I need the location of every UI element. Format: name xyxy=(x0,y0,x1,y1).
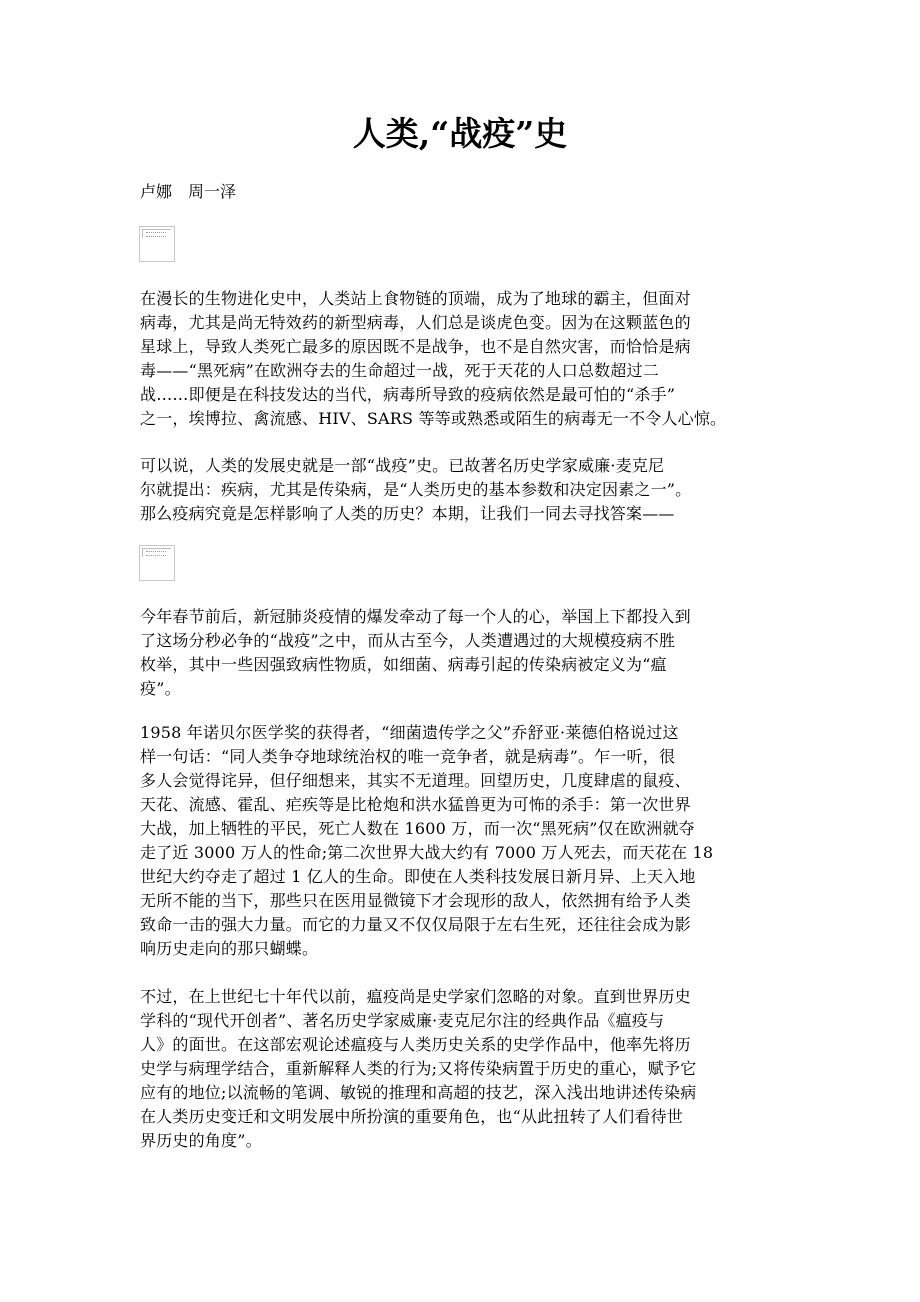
paragraph-line: 今年春节前后，新冠肺炎疫情的爆发牵动了每一个人的心，举国上下都投入到 xyxy=(140,607,691,626)
paragraph-line: 尔就提出：疾病，尤其是传染病，是“人类历史的基本参数和决定因素之一”。 xyxy=(140,480,692,499)
paragraph-lederberg xyxy=(140,721,800,961)
paragraph-line: 样一句话：“同人类争夺地球统治权的唯一竞争者，就是病毒”。乍一听，很 xyxy=(140,747,676,766)
paragraph-mcneill xyxy=(140,985,800,1153)
paragraph-line: 应有的地位;以流畅的笔调、敏锐的推理和高超的技艺，深入浅出地讲述传染病 xyxy=(140,1083,697,1102)
paragraph-line: 天花、流感、霍乱、疟疾等是比枪炮和洪水猛兽更为可怖的杀手：第一次世界 xyxy=(140,795,691,814)
image-thumbnail-icon xyxy=(142,229,171,238)
paragraph-line: 响历史走向的那只蝴蝶。 xyxy=(140,939,319,958)
paragraph-line: 世纪大约夺走了超过 1 亿人的生命。即使在人类科技发展日新月异、上天入地 xyxy=(140,867,696,886)
paragraph-line: 了这场分秒必争的“战疫”之中，而从古至今，人类遭遇过的大规模疫病不胜 xyxy=(140,631,676,650)
article-title: 人类,“战疫”史 xyxy=(352,114,568,153)
paragraph-line: 史学与病理学结合，重新解释人类的行为;又将传染病置于历史的重心，赋予它 xyxy=(140,1059,697,1078)
paragraph-line: 走了近 3000 万人的性命;第二次世界大战大约有 7000 万人死去，而天花在 18 xyxy=(140,843,714,862)
paragraph-line: 人》的面世。在这部宏观论述瘟疫与人类历史关系的史学作品中，他率先将历 xyxy=(140,1035,691,1054)
paragraph-line: 无所不能的当下，那些只在医用显微镜下才会现形的敌人，依然拥有给予人类 xyxy=(140,891,691,910)
paragraph-line: 在漫长的生物进化史中，人类站上食物链的顶端，成为了地球的霸主，但面对 xyxy=(140,289,691,308)
paragraph-thesis xyxy=(140,454,800,526)
paragraph-line: 多人会觉得诧异，但仔细想来，其实不无道理。回望历史，几度肆虐的鼠疫、 xyxy=(140,771,691,790)
paragraph-line: 病毒，尤其是尚无特效药的新型病毒，人们总是谈虎色变。因为在这颗蓝色的 xyxy=(140,313,691,332)
article-authors: 卢娜 周一泽 xyxy=(140,182,237,201)
broken-image-icon xyxy=(139,226,175,262)
paragraph-line: 星球上，导致人类死亡最多的原因既不是战争，也不是自然灾害，而恰恰是病 xyxy=(140,337,691,356)
paragraph-covid xyxy=(140,605,800,701)
paragraph-line: 界历史的角度”。 xyxy=(140,1131,262,1150)
paragraph-line: 在人类历史变迁和文明发展中所扮演的重要角色，也“从此扭转了人们看待世 xyxy=(140,1107,683,1126)
paragraph-intro xyxy=(140,287,800,431)
paragraph-line: 可以说，人类的发展史就是一部“战疫”史。已故著名历史学家威廉·麦克尼 xyxy=(140,456,665,475)
paragraph-line: 1958 年诺贝尔医学奖的获得者，“细菌遗传学之父”乔舒亚·莱德伯格说过这 xyxy=(140,723,679,742)
broken-image-icon xyxy=(139,545,175,581)
paragraph-line: 之一，埃博拉、禽流感、HIV、SARS 等等或熟悉或陌生的病毒无一不令人心惊。 xyxy=(140,409,727,428)
paragraph-line: 不过，在上世纪七十年代以前，瘟疫尚是史学家们忽略的对象。直到世界历史 xyxy=(140,987,691,1006)
paragraph-line: 大战，加上牺牲的平民，死亡人数在 1600 万，而一次“黑死病”仅在欧洲就夺 xyxy=(140,819,695,838)
paragraph-line: 那么疫病究竟是怎样影响了人类的历史？本期，让我们一同去寻找答案—— xyxy=(140,504,675,523)
paragraph-line: 枚举，其中一些因强致病性物质，如细菌、病毒引起的传染病被定义为“瘟 xyxy=(140,655,667,674)
paragraph-line: 战……即便是在科技发达的当代，病毒所导致的疫病依然是最可怕的“杀手” xyxy=(140,385,676,404)
image-thumbnail-icon xyxy=(142,548,171,557)
paragraph-line: 毒——“黑死病”在欧洲夺去的生命超过一战，死于天花的人口总数超过二 xyxy=(140,361,659,380)
paragraph-line: 致命一击的强大力量。而它的力量又不仅仅局限于左右生死，还往往会成为影 xyxy=(140,915,691,934)
paragraph-line: 疫”。 xyxy=(140,679,181,698)
paragraph-line: 学科的“现代开创者”、著名历史学家威廉·麦克尼尔注的经典作品《瘟疫与 xyxy=(140,1011,665,1030)
